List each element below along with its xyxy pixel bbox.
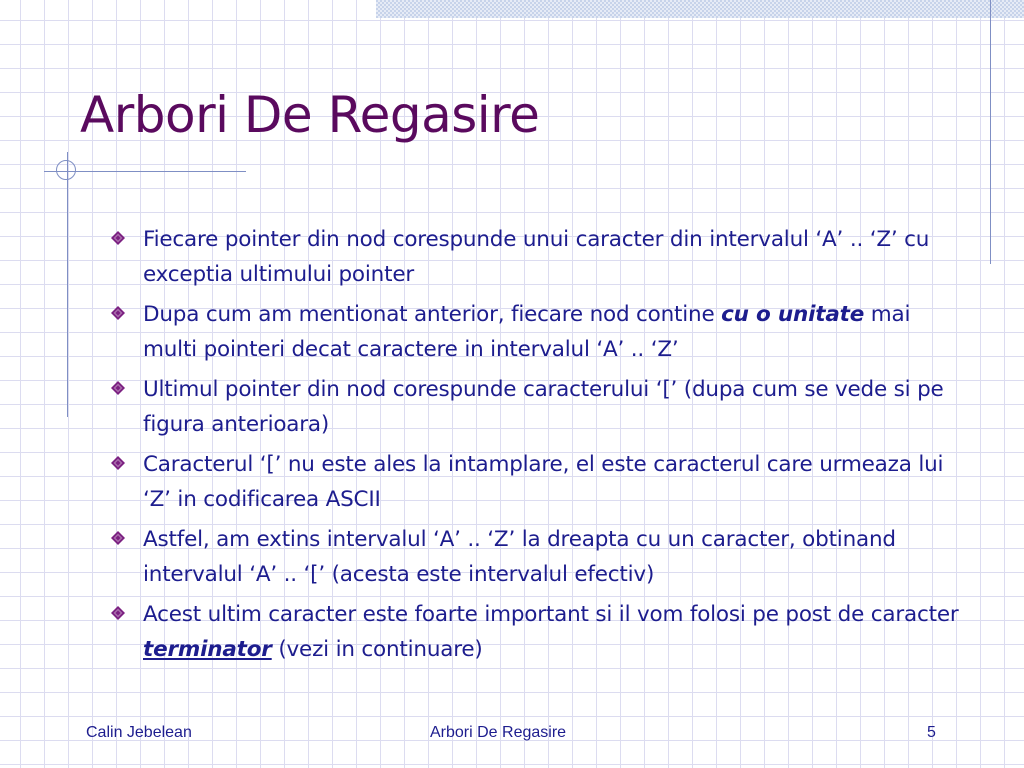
header-decoration-band (376, 0, 1024, 18)
footer-author: Calin Jebelean (86, 724, 192, 741)
decorative-vertical-line-left (67, 152, 68, 417)
bullet-text: Astfel, am extins intervalul ‘A’ .. ‘Z’ la dreapta cu un caracter, obtinand intervalul ‘A’ .. ‘[’ (acesta este intervalul efectiv) (143, 527, 896, 587)
diamond-bullet-icon (110, 455, 126, 471)
diamond-bullet-icon (110, 230, 126, 246)
bullet-text: Dupa cum am mentionat anterior, fiecare nod contine (143, 302, 722, 327)
bullet-text: (vezi in continuare) (271, 637, 483, 662)
diamond-bullet-icon (110, 530, 126, 546)
slide-title: Arbori De Regasire (80, 86, 540, 144)
emphasis-underlined-text: terminator (143, 637, 272, 662)
footer-title: Arbori De Regasire (430, 724, 567, 741)
slide-number: 5 (927, 724, 936, 741)
emphasis-text: cu o unitate (721, 302, 865, 327)
bullet-text: Caracterul ‘[’ nu este ales la intamplare, el este caracterul care urmeaza lui ‘Z’ in codificarea ASCII (143, 452, 944, 512)
bullet-text: Acest ultim caracter este foarte important si il vom folosi pe post de caracter (143, 602, 959, 627)
diamond-bullet-icon (110, 605, 126, 621)
bullet-list (108, 222, 960, 672)
bullet-text: mai multi pointeri decat caractere in intervalul ‘A’ .. ‘Z’ (143, 302, 911, 362)
diamond-bullet-icon (110, 380, 126, 396)
diamond-bullet-icon (110, 305, 126, 321)
bullet-item (108, 222, 960, 292)
bullet-item (108, 372, 960, 442)
bullet-item (108, 447, 960, 517)
bullet-item (108, 297, 960, 367)
bullet-text: Ultimul pointer din nod corespunde caracterului ‘[’ (dupa cum se vede si pe figura anterioara) (143, 377, 944, 437)
bullet-item (108, 522, 960, 592)
decorative-circle (56, 160, 76, 180)
bullet-item (108, 597, 960, 667)
decorative-vertical-line-right (990, 0, 991, 264)
bullet-text: Fiecare pointer din nod corespunde unui caracter din intervalul ‘A’ .. ‘Z’ cu exceptia ultimului pointer (143, 227, 930, 287)
